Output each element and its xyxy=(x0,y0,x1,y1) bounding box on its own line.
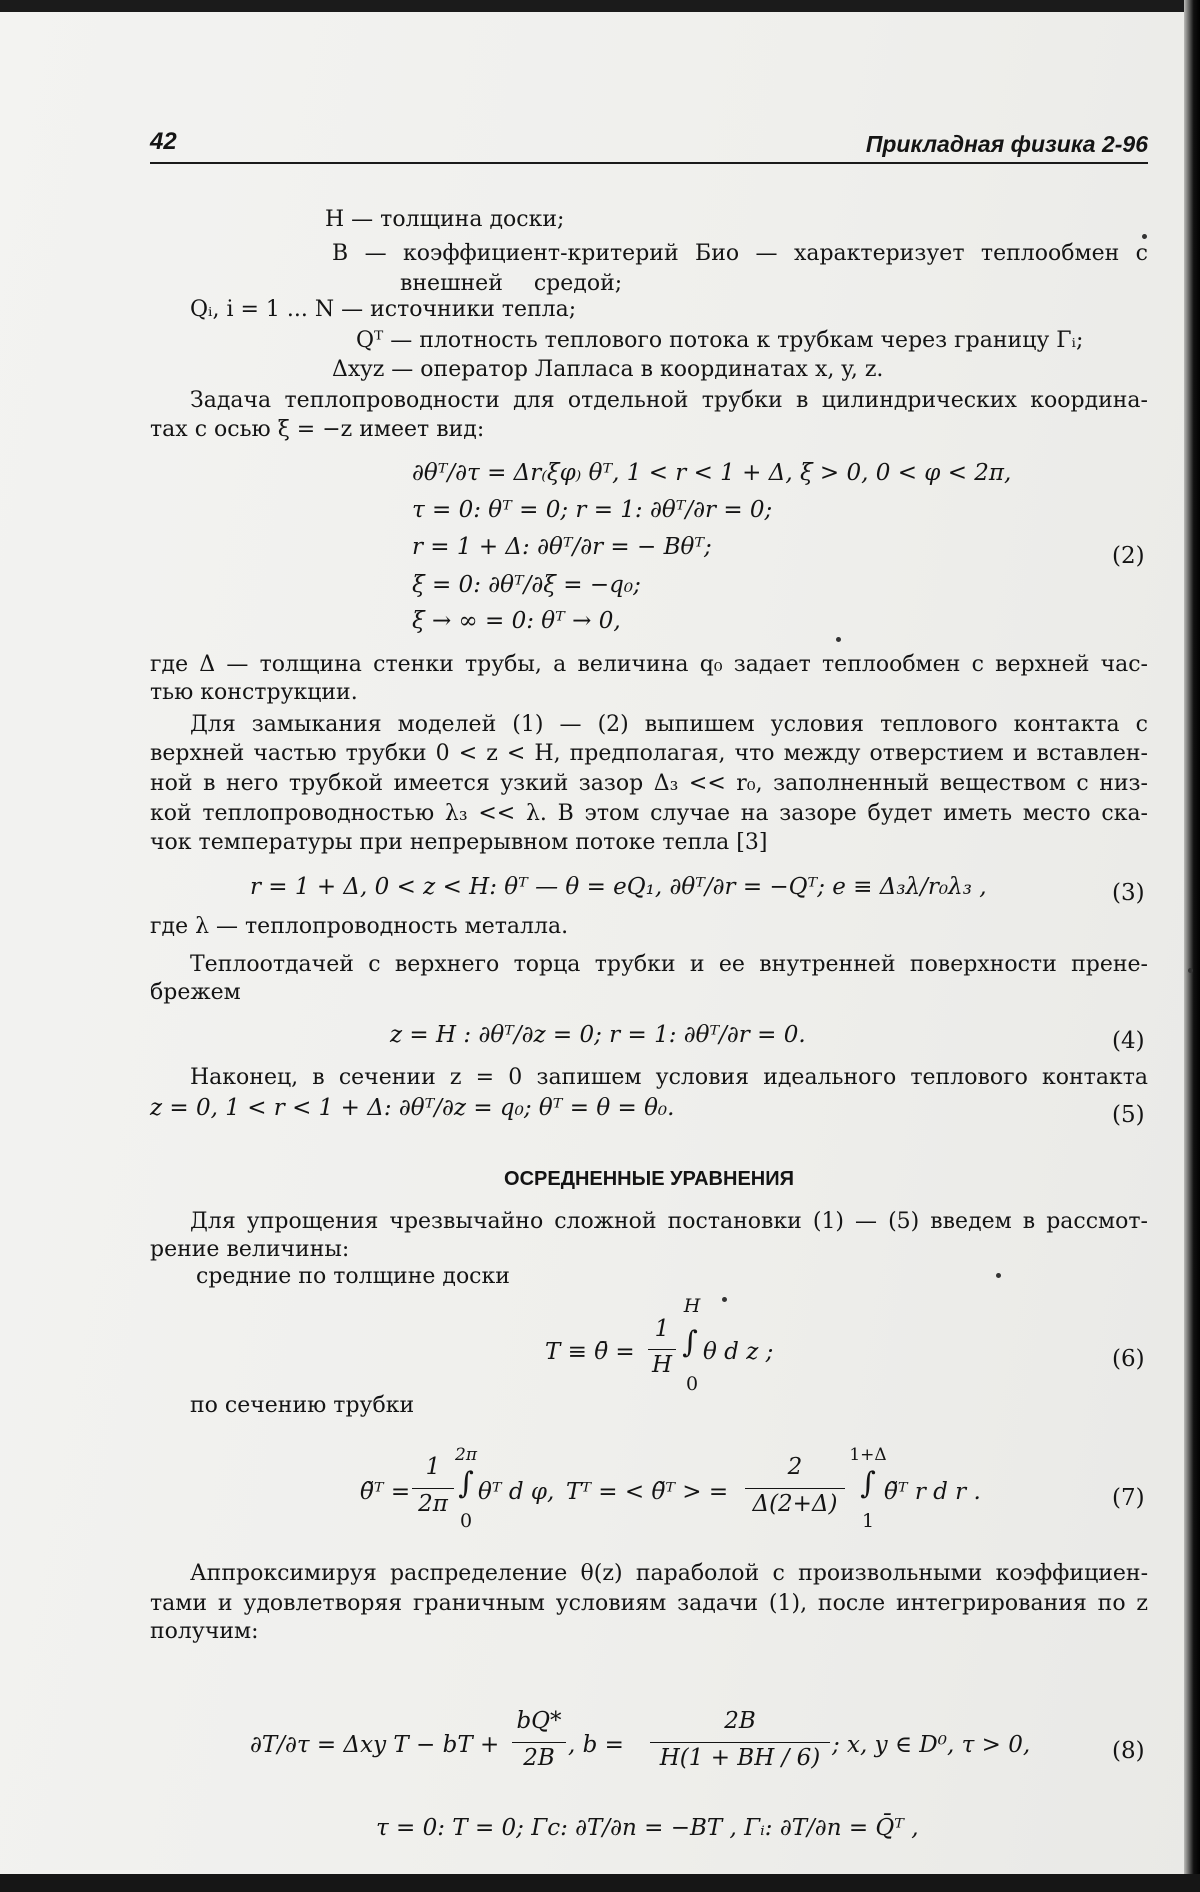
def-line: Δxyz — оператор Лапласа в координатах x, y, z. xyxy=(332,357,884,382)
paragraph-line: Аппроксимируя распределение θ(z) параболой с произвольными коэффициен- xyxy=(190,1561,1148,1586)
equation-5: z = 0, 1 < r < 1 + Δ: ∂θᵀ/∂z = q₀; θᵀ = θ = θ₀. xyxy=(150,1095,675,1121)
equation-2-line: r = 1 + Δ: ∂θᵀ/∂r = − Bθᵀ; xyxy=(412,534,712,560)
equation-number: (5) xyxy=(1112,1102,1145,1128)
paragraph-line: где λ — теплопроводность металла. xyxy=(150,914,569,939)
section-heading: ОСРЕДНЕННЫЕ УРАВНЕНИЯ xyxy=(504,1168,794,1190)
paragraph-line: рение величины: xyxy=(150,1237,350,1262)
paragraph-line: кой теплопроводностью λ₃ << λ. В этом случае на зазоре будет иметь место ска- xyxy=(150,801,1148,826)
eq8-denominator-1: 2B xyxy=(512,1742,566,1771)
eq8-numerator-2: 2B xyxy=(724,1708,756,1734)
paragraph-line: чок температуры при непрерывном потоке тепла [3] xyxy=(150,830,768,855)
equation-number: (4) xyxy=(1112,1028,1145,1054)
scan-speck xyxy=(1188,968,1193,973)
eq7-denominator-1: 2π xyxy=(412,1488,454,1517)
eq7-lower-limit-2: 1 xyxy=(861,1510,875,1532)
eq8-mid: , b = xyxy=(568,1732,624,1758)
eq6-integral-sign: ∫ xyxy=(682,1325,698,1360)
paragraph-line: тами и удовлетворяя граничным условиям задачи (1), после интегрирования по z xyxy=(150,1591,1148,1616)
running-header xyxy=(150,122,1148,164)
equation-number: (8) xyxy=(1112,1738,1145,1764)
eq8-denominator-2: H(1 + BH / 6) xyxy=(650,1742,830,1771)
scan-top-edge xyxy=(0,0,1200,12)
eq7-integral-sign-1: ∫ xyxy=(458,1466,474,1501)
equation-4: z = H : ∂θᵀ/∂z = 0; r = 1: ∂θᵀ/∂r = 0. xyxy=(390,1022,806,1048)
scan-speck xyxy=(996,1273,1001,1278)
eq8-numerator-1: bQ* xyxy=(516,1708,562,1734)
paragraph-line: Теплоотдачей с верхнего торца трубки и ее внутренней поверхности прене- xyxy=(190,952,1148,977)
def-line: B — коэффициент-критерий Био — характеризует теплообмен с xyxy=(332,241,1148,266)
eq7-mid: Tᵀ = < θ̃ᵀ > = xyxy=(566,1479,729,1505)
scan-bottom-edge xyxy=(0,1874,1200,1892)
equation-number: (7) xyxy=(1112,1485,1145,1511)
scan-right-edge xyxy=(1184,0,1200,1892)
eq7-lower-limit-1: 0 xyxy=(459,1510,473,1532)
paragraph-line: по сечению трубки xyxy=(190,1393,415,1418)
eq7-integrand-2: θ̃ᵀ r d r . xyxy=(884,1479,981,1505)
eq8-tail: ; x, y ∈ D⁰, τ > 0, xyxy=(832,1732,1031,1758)
equation-number: (2) xyxy=(1112,543,1145,569)
paragraph-line: Задача теплопроводности для отдельной трубки в цилиндрических координа- xyxy=(190,388,1148,413)
paragraph-line: получим: xyxy=(150,1619,259,1644)
eq6-integrand: θ d z ; xyxy=(703,1339,774,1365)
paragraph-line: где Δ — толщина стенки трубы, а величина q₀ задает теплообмен с верхней час- xyxy=(150,652,1148,677)
paragraph-line: тью конструкции. xyxy=(150,680,358,705)
eq7-integral-sign-2: ∫ xyxy=(860,1466,876,1501)
def-line: Qᵀ — плотность теплового потока к трубкам через границу Γᵢ; xyxy=(356,328,1084,353)
paragraph-line: верхней частью трубки 0 < z < H, предполагая, что между отверстием и вставлен- xyxy=(150,741,1148,766)
journal-title: Прикладная физика 2-96 xyxy=(865,131,1148,157)
equation-2-line: τ = 0: θᵀ = 0; r = 1: ∂θᵀ/∂r = 0; xyxy=(412,497,773,523)
def-line: Qᵢ, i = 1 ... N — источники тепла; xyxy=(190,297,577,322)
eq6-denominator: H xyxy=(648,1349,676,1378)
eq7-upper-limit-2: 1+Δ xyxy=(849,1445,887,1465)
paragraph-line: Для упрощения чрезвычайно сложной постановки (1) — (5) введем в рассмот- xyxy=(190,1209,1148,1234)
eq8-lhs: ∂T/∂τ = Δxy T − bT + xyxy=(250,1732,500,1758)
equation-number: (3) xyxy=(1112,880,1145,906)
scan-speck xyxy=(836,637,841,642)
equation-2-line: ∂θᵀ/∂τ = Δr₍ξφ₎ θᵀ, 1 < r < 1 + Δ, ξ > 0, 0 < φ < 2π, xyxy=(412,460,1012,486)
def-line: H — толщина доски; xyxy=(325,207,565,232)
scan-speck xyxy=(722,1297,727,1302)
equation-8-boundary: τ = 0: T = 0; Γc: ∂T/∂n = −BT , Γᵢ: ∂T/∂n = Q̄ᵀ , xyxy=(376,1815,919,1841)
paragraph-line: средние по толщине доски xyxy=(196,1264,510,1289)
eq6-numerator: 1 xyxy=(654,1316,670,1342)
equation-3: r = 1 + Δ, 0 < z < H: θᵀ — θ = eQ₁, ∂θᵀ/∂r = −Qᵀ; e ≡ Δ₃λ/r₀λ₃ , xyxy=(250,874,987,900)
eq7-upper-limit-1: 2π xyxy=(455,1445,477,1465)
eq7-lhs: θ̃ᵀ = xyxy=(360,1479,411,1505)
scan-speck xyxy=(1142,234,1147,239)
paragraph-line: ной в него трубкой имеется узкий зазор Δ₃ << r₀, заполненный веществом с низ- xyxy=(150,771,1148,796)
eq6-lhs: T ≡ θ̄ = xyxy=(545,1339,635,1365)
paragraph-line: тах с осью ξ = −z имеет вид: xyxy=(150,417,485,442)
eq7-numerator-2: 2 xyxy=(787,1454,803,1480)
equation-number: (6) xyxy=(1112,1346,1145,1372)
equation-2-line: ξ → ∞ = 0: θᵀ → 0, xyxy=(412,608,621,634)
paragraph-line: Для замыкания моделей (1) — (2) выпишем условия теплового контакта с xyxy=(190,712,1148,737)
eq7-denominator-2: Δ(2+Δ) xyxy=(745,1488,845,1517)
paragraph-line: брежем xyxy=(150,980,241,1005)
paragraph-line: Наконец, в сечении z = 0 запишем условия идеального теплового контакта xyxy=(190,1065,1148,1090)
eq7-numerator-1: 1 xyxy=(425,1454,441,1480)
page-number: 42 xyxy=(150,128,177,155)
def-line: внешней средой; xyxy=(400,271,623,296)
eq6-upper-limit: H xyxy=(683,1295,701,1317)
equation-2-line: ξ = 0: ∂θᵀ/∂ξ = −q₀; xyxy=(412,572,641,598)
eq6-lower-limit: 0 xyxy=(685,1373,699,1395)
eq7-integrand-1: θᵀ d φ, xyxy=(478,1479,555,1505)
